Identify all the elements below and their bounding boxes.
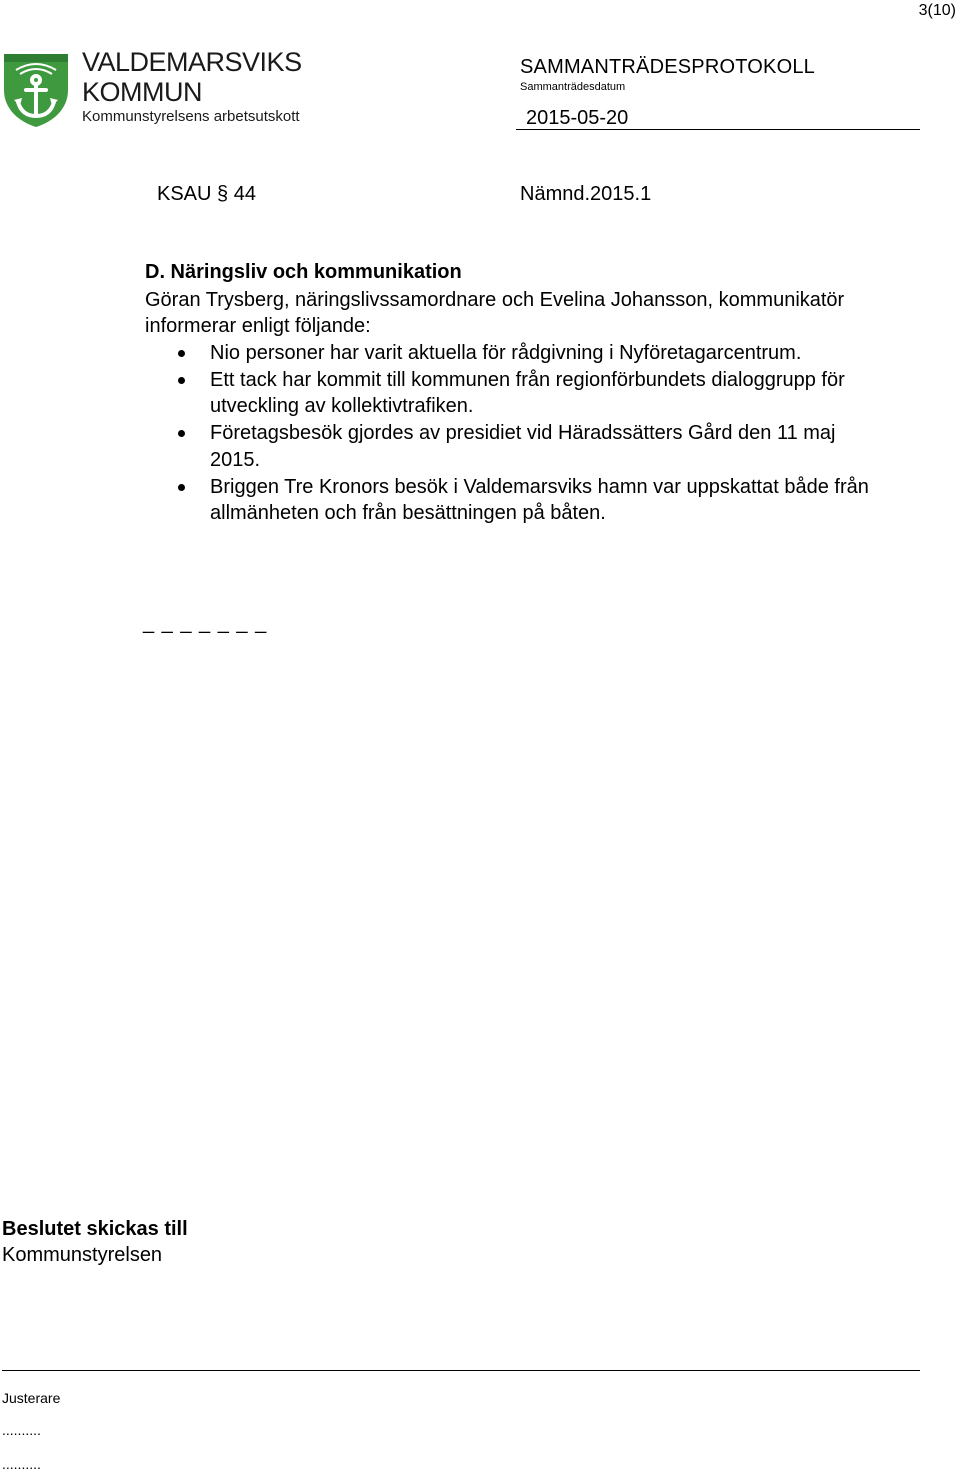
list-item bbox=[170, 340, 870, 366]
bullet-icon bbox=[178, 350, 185, 357]
section-heading: D. Näringsliv och kommunikation bbox=[145, 261, 462, 283]
information-bullet-list bbox=[170, 340, 870, 527]
list-item-text: Företagsbesök gjordes av presidiet vid Häradssätters Gård den 11 maj 2015. bbox=[210, 422, 836, 471]
meeting-date: 2015-05-20 bbox=[526, 107, 629, 129]
page-number: 3(10) bbox=[918, 2, 956, 19]
document-type: SAMMANTRÄDESPROTOKOLL bbox=[520, 56, 816, 78]
list-item bbox=[170, 367, 870, 420]
intro-text: Göran Trysberg, näringslivssamordnare och Evelina Johansson, kommunikatör informerar enligt följande: bbox=[145, 289, 845, 338]
footer-divider bbox=[2, 1370, 920, 1371]
municipality-coat-of-arms-icon bbox=[2, 52, 70, 128]
list-item-text: Briggen Tre Kronors besök i Valdemarsviks hamn var uppskattat både från allmänheten och från besättningen på båten. bbox=[210, 475, 869, 525]
signature-line: .......... bbox=[2, 1422, 41, 1438]
case-number: Nämnd.2015.1 bbox=[520, 183, 652, 205]
list-item-text: Nio personer har varit aktuella för rådgivning i Nyföretagarcentrum. bbox=[210, 342, 802, 364]
date-label: Sammanträdesdatum bbox=[520, 81, 626, 93]
distribution-recipient: Kommunstyrelsen bbox=[2, 1244, 163, 1266]
list-item bbox=[170, 420, 870, 473]
org-name-line2: KOMMUN bbox=[82, 77, 202, 107]
header-divider bbox=[516, 129, 920, 130]
org-name-line1: VALDEMARSVIKS bbox=[82, 47, 302, 77]
bullet-icon bbox=[178, 430, 185, 437]
signature-line: .......... bbox=[2, 1456, 41, 1472]
distribution-heading: Beslutet skickas till bbox=[2, 1218, 188, 1240]
list-item bbox=[170, 474, 870, 527]
adjuster-label: Justerare bbox=[2, 1390, 61, 1406]
list-item-text: Ett tack har kommit till kommunen från regionförbundets dialoggrupp för utveckling av kollektivtrafiken. bbox=[210, 369, 845, 418]
section-number: KSAU § 44 bbox=[157, 183, 256, 205]
org-subtitle: Kommunstyrelsens arbetsutskott bbox=[82, 108, 300, 125]
bullet-icon bbox=[178, 377, 185, 384]
bullet-icon bbox=[178, 484, 185, 491]
section-end-separator: _ _ _ _ _ _ _ bbox=[143, 612, 268, 634]
